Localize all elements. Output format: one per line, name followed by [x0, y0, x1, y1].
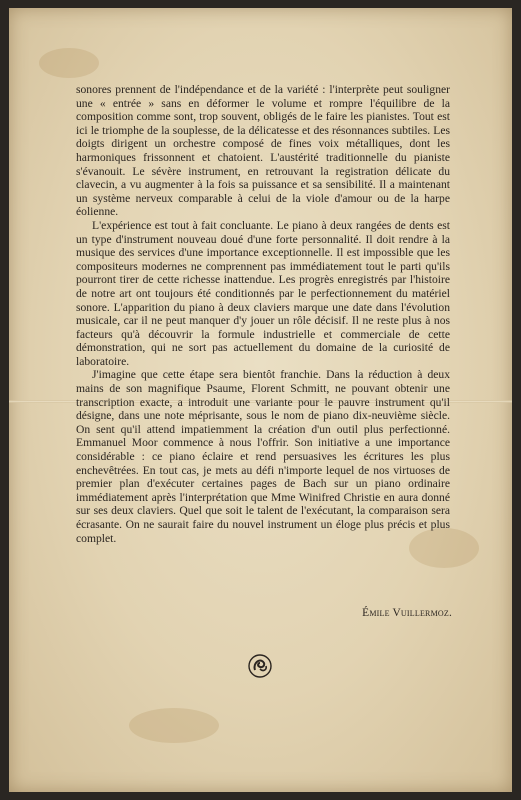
article-body — [76, 83, 450, 545]
paper-stain — [39, 48, 99, 78]
paper-stain — [129, 708, 219, 743]
paragraph-1: sonores prennent de l'indépendance et de la variété : l'interprète peut souligner une « entrée » sans en déformer le volume et rompre l'équilibre de la composition comme sont, trop souvent, obligés de le faire les pianistes. Tout est ici le triomphe de la souplesse, de la délicatesse et des résonnances subtiles. Les doigts dirigent un orchestre composé de fines voix métalliques, dont les harmoniques frissonnent et chatoient. L'austérité traditionnelle du pianiste s'évanouit. Le sévère instrument, en retrouvant la registration délicate du clavecin, a vu augmenter à la fois sa puissance et sa sensibilité. Il a maintenant un système nerveux comparable à celui de la viole d'amour ou de la harpe éolienne. — [76, 83, 450, 219]
paragraph-3: J'imagine que cette étape sera bientôt franchie. Dans la réduction à deux mains de son magnifique Psaume, Florent Schmitt, ne pouvant obtenir une transcription exacte, a introduit une variante pour le pauvre instrument qu'il désigne, dans une note méprisante, sous le nom de piano dix-neuvième siècle. On sent qu'il attend impatiemment la création d'un outil plus perfectionné. Emmanuel Moor commence à nous l'offrir. Son initiative a une importance considérable : ce piano éclaire et rend persuasives les écritures les plus enchevêtrées. En tout cas, je mets au défi n'importe lequel de nos virtuoses de premier plan d'exécuter certaines pages de Bach sur un piano ordinaire immédiatement après l'interprétation que Mme Winifred Christie en aura donné sur ses deux claviers. Quel que soit le talent de l'exécutant, la comparaison sera écrasante. On ne saurait faire du nouvel instrument un éloge plus précis et plus complet. — [76, 368, 450, 545]
document-page — [9, 8, 512, 792]
author-signature: Émile Vuillermoz. — [362, 607, 452, 619]
ornament-icon — [247, 653, 273, 679]
paragraph-2: L'expérience est tout à fait concluante. Le piano à deux rangées de dents est un type d'instrument nouveau doué d'une forte personnalité. Il doit rendre à la musique des services d'une importance exceptionnelle. Il est impossible que les compositeurs modernes ne comprennent pas immédiatement tout le parti qu'ils pourront tirer de cette richesse inattendue. Les progrès enregistrés par l'histoire de notre art ont toujours été conditionnés par le perfectionnement du matériel sonore. L'apparition du piano à deux claviers marque une date dans l'évolution musicale, car il ne peut manquer d'y jouer un rôle décisif. Il ne reste plus à nos facteurs qu'à découvrir la formule industrielle et commerciale de cette démonstration, qui ne sort pas actuellement du domaine de la curiosité de laboratoire. — [76, 218, 450, 368]
